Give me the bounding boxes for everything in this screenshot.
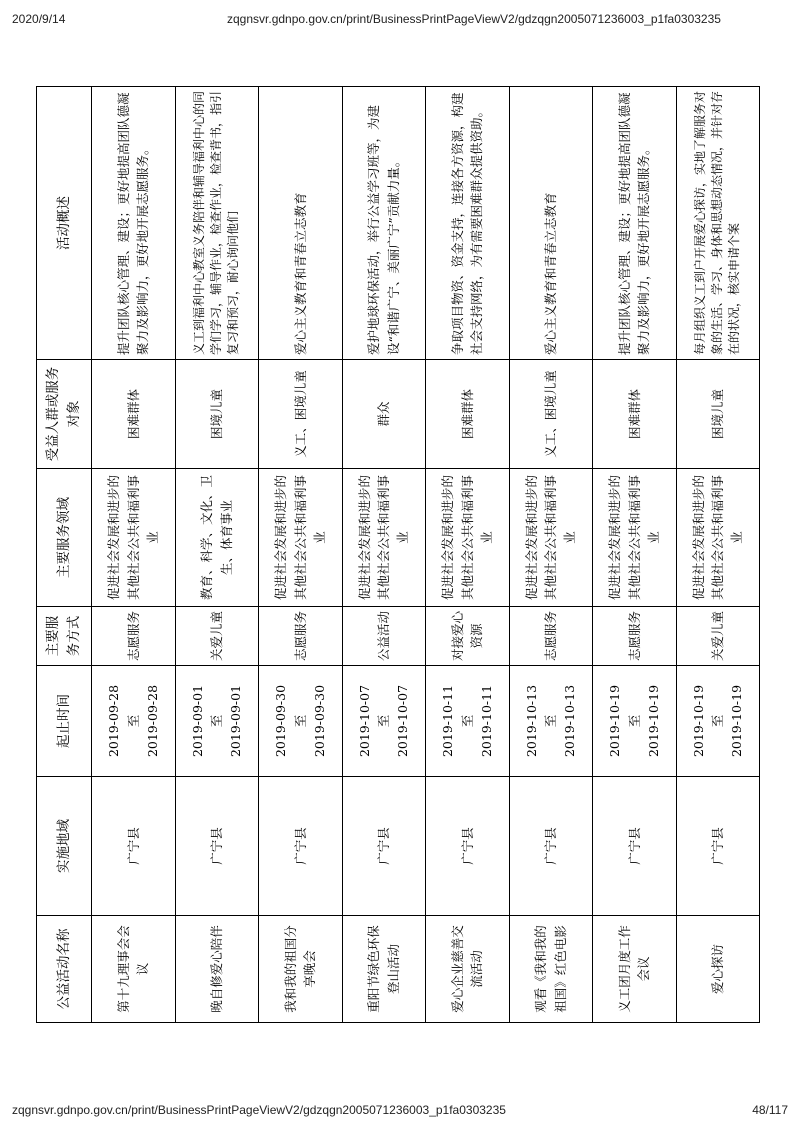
- date-from: 2019-10-13: [523, 684, 539, 758]
- activity-field: 促进社会发展和进步的其他社会公共和福利事业: [259, 469, 343, 607]
- print-date: 2020/9/14: [12, 12, 66, 26]
- date-to: 2019-09-28: [144, 684, 160, 758]
- activity-field: 促进社会发展和进步的其他社会公共和福利事业: [509, 469, 593, 607]
- date-separator: 至: [292, 714, 308, 728]
- date-from: 2019-09-28: [106, 684, 122, 758]
- activity-beneficiaries: 困难群体: [593, 360, 677, 469]
- activity-region: 广宁县: [259, 777, 343, 916]
- activity-field: 教育、科学、文化、卫生、体育事业: [175, 469, 259, 607]
- activity-table: [36, 86, 760, 1023]
- activity-region: 广宁县: [175, 777, 259, 916]
- activity-region: 广宁县: [426, 777, 510, 916]
- header-region: 实施地域: [37, 777, 92, 916]
- activity-period: [676, 666, 760, 777]
- header-field: 主要服务领域: [37, 469, 92, 607]
- activity-summary: 提升团队核心管理、建设；更好地提高团队德凝聚力及影响力，更好地开展志愿服务。: [593, 87, 677, 360]
- activity-beneficiaries: 义工、困境儿童: [509, 360, 593, 469]
- activity-table-frame: [36, 87, 760, 1023]
- activity-beneficiaries: 困境儿童: [676, 360, 760, 469]
- activity-name: 我和我的祖国分享晚会: [259, 916, 343, 1023]
- header-beneficiaries: 受益人群或服务对象: [37, 360, 92, 469]
- table-header-row: [37, 87, 92, 1023]
- activity-method: 公益活动: [342, 607, 426, 666]
- activity-beneficiaries: 困难群体: [92, 360, 176, 469]
- date-to: 2019-09-01: [228, 684, 244, 758]
- activity-name: 爱心探访: [676, 916, 760, 1023]
- date-to: 2019-10-07: [395, 684, 411, 758]
- activity-summary: 爱心主义教育和青春立志教育: [509, 87, 593, 360]
- activity-method: 志愿服务: [92, 607, 176, 666]
- activity-period: [509, 666, 593, 777]
- activity-field: 促进社会发展和进步的其他社会公共和福利事业: [426, 469, 510, 607]
- header-period: 起止时间: [37, 666, 92, 777]
- activity-region: 广宁县: [509, 777, 593, 916]
- activity-field: 促进社会发展和进步的其他社会公共和福利事业: [676, 469, 760, 607]
- print-header-url: zqgnsvr.gdnpo.gov.cn/print/BusinessPrintPageViewV2/gdzqgn2005071236003_p1fa0303235: [227, 12, 721, 26]
- activity-beneficiaries: 义工、困境儿童: [259, 360, 343, 469]
- date-from: 2019-10-07: [356, 684, 372, 758]
- activity-summary: 每月组织义工到户开展爱心探访，实地了解服务对象的生活、学习、身体和思想动态情况，并针对存在的状况，核实申请个案: [676, 87, 760, 360]
- activity-period: [593, 666, 677, 777]
- date-separator: 至: [710, 714, 726, 728]
- table-row: [92, 87, 176, 1023]
- header-method: 主要服务方式: [37, 607, 92, 666]
- table-row: [342, 87, 426, 1023]
- table-row: [426, 87, 510, 1023]
- table-row: [175, 87, 259, 1023]
- activity-region: 广宁县: [676, 777, 760, 916]
- date-to: 2019-09-30: [311, 684, 327, 758]
- activity-beneficiaries: 困难群体: [426, 360, 510, 469]
- activity-method: 志愿服务: [259, 607, 343, 666]
- date-from: 2019-09-01: [189, 684, 205, 758]
- activity-name: 第十九理事会会议: [92, 916, 176, 1023]
- activity-region: 广宁县: [342, 777, 426, 916]
- activity-period: [342, 666, 426, 777]
- date-separator: 至: [459, 714, 475, 728]
- page-number: 48/117: [752, 1103, 788, 1117]
- date-to: 2019-10-11: [478, 684, 494, 758]
- date-from: 2019-10-19: [607, 684, 623, 758]
- activity-field: 促进社会发展和进步的其他社会公共和福利事业: [593, 469, 677, 607]
- activity-period: [175, 666, 259, 777]
- activity-region: 广宁县: [593, 777, 677, 916]
- activity-method: 志愿服务: [593, 607, 677, 666]
- activity-period: [259, 666, 343, 777]
- date-from: 2019-10-11: [440, 684, 456, 758]
- table-row: [593, 87, 677, 1023]
- activity-summary: 爱心主义教育和青春立志教育: [259, 87, 343, 360]
- date-separator: 至: [626, 714, 642, 728]
- activity-field: 促进社会发展和进步的其他社会公共和福利事业: [342, 469, 426, 607]
- date-from: 2019-10-19: [690, 684, 706, 758]
- table-row: [676, 87, 760, 1023]
- activity-beneficiaries: 群众: [342, 360, 426, 469]
- activity-name: 观看《我和我的祖国》红色电影: [509, 916, 593, 1023]
- activity-name: 重阳节绿色环保登山活动: [342, 916, 426, 1023]
- activity-period: [426, 666, 510, 777]
- activity-method: 志愿服务: [509, 607, 593, 666]
- date-to: 2019-10-13: [562, 684, 578, 758]
- activity-method: 对接爱心资源: [426, 607, 510, 666]
- activity-method: 关爱儿童: [676, 607, 760, 666]
- date-from: 2019-09-30: [273, 684, 289, 758]
- activity-summary: 提升团队核心管理、建设；更好地提高团队德凝聚力及影响力，更好地开展志愿服务。: [92, 87, 176, 360]
- date-separator: 至: [376, 714, 392, 728]
- activity-period: [92, 666, 176, 777]
- date-separator: 至: [209, 714, 225, 728]
- date-separator: 至: [543, 714, 559, 728]
- date-to: 2019-10-19: [729, 684, 745, 758]
- print-header: [12, 12, 788, 28]
- table-row: [509, 87, 593, 1023]
- activity-name: 爱心企业慈善交流活动: [426, 916, 510, 1023]
- print-footer: [12, 1103, 788, 1119]
- activity-region: 广宁县: [92, 777, 176, 916]
- activity-summary: 争取项目物资、资金支持，连接各方资源，构建社会支持网络，为有需要困难群众提供资助。: [426, 87, 510, 360]
- activity-summary: 爱护地球环保活动，举行公益学习班等，为建设“和谐广宁、美丽广宁”贡献力量。: [342, 87, 426, 360]
- table-row: [259, 87, 343, 1023]
- activity-beneficiaries: 困境儿童: [175, 360, 259, 469]
- header-name: 公益活动名称: [37, 916, 92, 1023]
- activity-method: 关爱儿童: [175, 607, 259, 666]
- activity-field: 促进社会发展和进步的其他社会公共和福利事业: [92, 469, 176, 607]
- activity-name: 义工团月度工作会议: [593, 916, 677, 1023]
- date-separator: 至: [125, 714, 141, 728]
- header-summary: 活动概述: [37, 87, 92, 360]
- print-footer-url: zqgnsvr.gdnpo.gov.cn/print/BusinessPrintPageViewV2/gdzqgn2005071236003_p1fa0303235: [12, 1103, 506, 1117]
- activity-name: 晚自修爱心陪伴: [175, 916, 259, 1023]
- activity-summary: 义工到福利中心教室义务陪伴和辅导福利中心的同学们学习，辅导作业，检查作业，检查背书，指引复习和预习，耐心询问他们: [175, 87, 259, 360]
- date-to: 2019-10-19: [645, 684, 661, 758]
